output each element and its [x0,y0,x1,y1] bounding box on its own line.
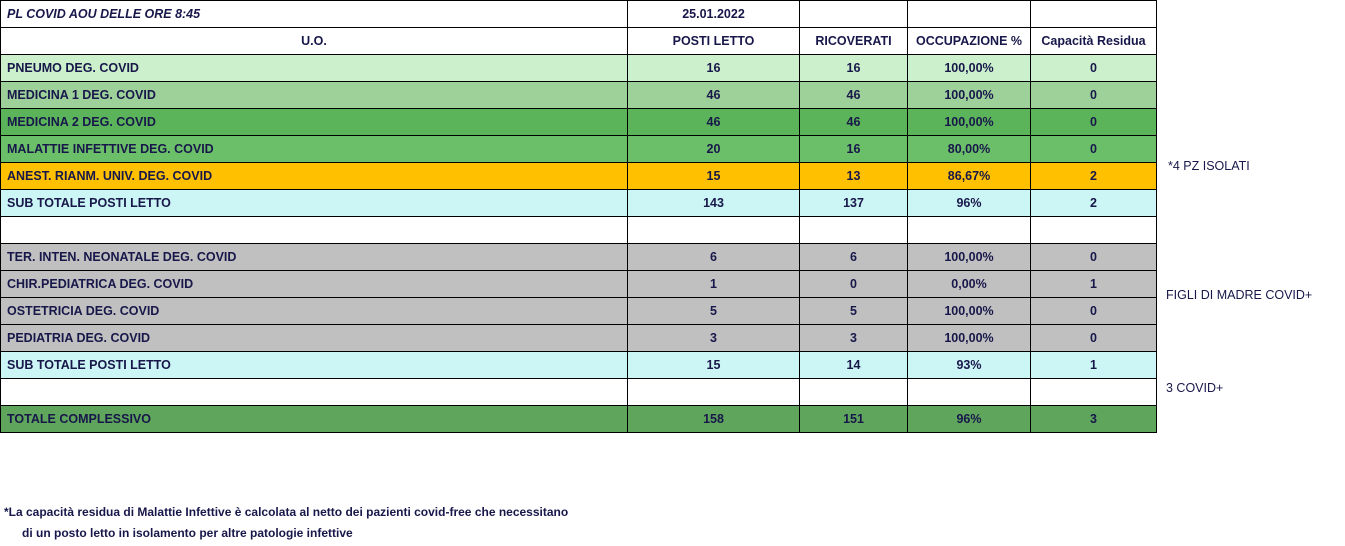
row-label: PNEUMO DEG. COVID [1,55,628,82]
row-label: CHIR.PEDIATRICA DEG. COVID [1,271,628,298]
row-occupazione: 86,67% [908,163,1031,190]
row-occupazione: 100,00% [908,325,1031,352]
row-occupazione: 93% [908,352,1031,379]
table-body [1,1,1157,433]
table-row [1,271,1157,298]
row-posti: 1 [628,271,800,298]
column-header-posti-letto: POSTI LETTO [628,28,800,55]
title-row [1,1,1157,28]
row-ricoverati: 13 [800,163,908,190]
table-row-subtotal [1,352,1157,379]
row-label: SUB TOTALE POSTI LETTO [1,352,628,379]
title-spacer-2 [908,1,1031,28]
row-occupazione [908,217,1031,244]
row-ricoverati: 46 [800,82,908,109]
table-row [1,136,1157,163]
header-row [1,28,1157,55]
row-capacita: 0 [1031,298,1157,325]
row-ricoverati: 16 [800,136,908,163]
table-row [1,82,1157,109]
row-occupazione: 100,00% [908,82,1031,109]
table-row [1,55,1157,82]
row-capacita: 0 [1031,82,1157,109]
report-date: 25.01.2022 [628,1,800,28]
row-posti: 143 [628,190,800,217]
side-note-isolati: *4 PZ ISOLATI [1168,159,1250,173]
row-label: ANEST. RIANM. UNIV. DEG. COVID [1,163,628,190]
table-row-total [1,406,1157,433]
sheet-title: PL COVID AOU DELLE ORE 8:45 [1,1,628,28]
row-ricoverati: 137 [800,190,908,217]
row-label: OSTETRICIA DEG. COVID [1,298,628,325]
row-occupazione: 80,00% [908,136,1031,163]
row-label: TER. INTEN. NEONATALE DEG. COVID [1,244,628,271]
footnote-line-2: di un posto letto in isolamento per altre patologie infettive [22,526,353,540]
row-capacita: 3 [1031,406,1157,433]
row-capacita: 0 [1031,55,1157,82]
row-capacita [1031,217,1157,244]
row-posti: 15 [628,163,800,190]
row-occupazione: 100,00% [908,298,1031,325]
row-label [1,217,628,244]
row-capacita: 2 [1031,190,1157,217]
row-label: TOTALE COMPLESSIVO [1,406,628,433]
row-label: PEDIATRIA DEG. COVID [1,325,628,352]
row-capacita [1031,379,1157,406]
row-capacita: 0 [1031,136,1157,163]
table-row-spacer [1,379,1157,406]
row-ricoverati: 0 [800,271,908,298]
column-header-capacita-residua: Capacità Residua [1031,28,1157,55]
row-ricoverati: 151 [800,406,908,433]
table-row-spacer [1,217,1157,244]
row-ricoverati: 16 [800,55,908,82]
row-posti [628,379,800,406]
row-occupazione: 96% [908,406,1031,433]
title-spacer-1 [800,1,908,28]
row-posti: 46 [628,82,800,109]
table-row-subtotal [1,190,1157,217]
footnote-line-1: *La capacità residua di Malattie Infettive è calcolata al netto dei pazienti covid-free che necessitano [4,505,569,519]
table-row [1,109,1157,136]
row-posti: 46 [628,109,800,136]
row-occupazione: 96% [908,190,1031,217]
row-posti: 16 [628,55,800,82]
row-posti: 3 [628,325,800,352]
row-occupazione: 100,00% [908,244,1031,271]
row-label [1,379,628,406]
row-ricoverati: 6 [800,244,908,271]
row-occupazione [908,379,1031,406]
row-capacita: 0 [1031,325,1157,352]
row-ricoverati [800,379,908,406]
row-capacita: 0 [1031,109,1157,136]
table-row [1,325,1157,352]
side-note-figli-madre-covid: FIGLI DI MADRE COVID+ [1166,288,1313,302]
row-posti: 158 [628,406,800,433]
row-occupazione: 100,00% [908,55,1031,82]
row-ricoverati: 3 [800,325,908,352]
row-occupazione: 0,00% [908,271,1031,298]
row-capacita: 0 [1031,244,1157,271]
row-ricoverati [800,217,908,244]
row-capacita: 1 [1031,352,1157,379]
row-label: SUB TOTALE POSTI LETTO [1,190,628,217]
row-ricoverati: 46 [800,109,908,136]
table-row [1,163,1157,190]
row-posti: 6 [628,244,800,271]
table-row [1,298,1157,325]
row-occupazione: 100,00% [908,109,1031,136]
row-posti: 15 [628,352,800,379]
row-label: MEDICINA 2 DEG. COVID [1,109,628,136]
row-ricoverati: 14 [800,352,908,379]
row-ricoverati: 5 [800,298,908,325]
row-capacita: 1 [1031,271,1157,298]
column-header-occupazione: OCCUPAZIONE % [908,28,1031,55]
side-note-covid-positivi: 3 COVID+ [1166,381,1224,395]
column-header-uo: U.O. [1,28,628,55]
title-spacer-3 [1031,1,1157,28]
table-row [1,244,1157,271]
row-posti: 5 [628,298,800,325]
row-posti: 20 [628,136,800,163]
column-header-ricoverati: RICOVERATI [800,28,908,55]
row-capacita: 2 [1031,163,1157,190]
row-label: MALATTIE INFETTIVE DEG. COVID [1,136,628,163]
row-posti [628,217,800,244]
row-label: MEDICINA 1 DEG. COVID [1,82,628,109]
